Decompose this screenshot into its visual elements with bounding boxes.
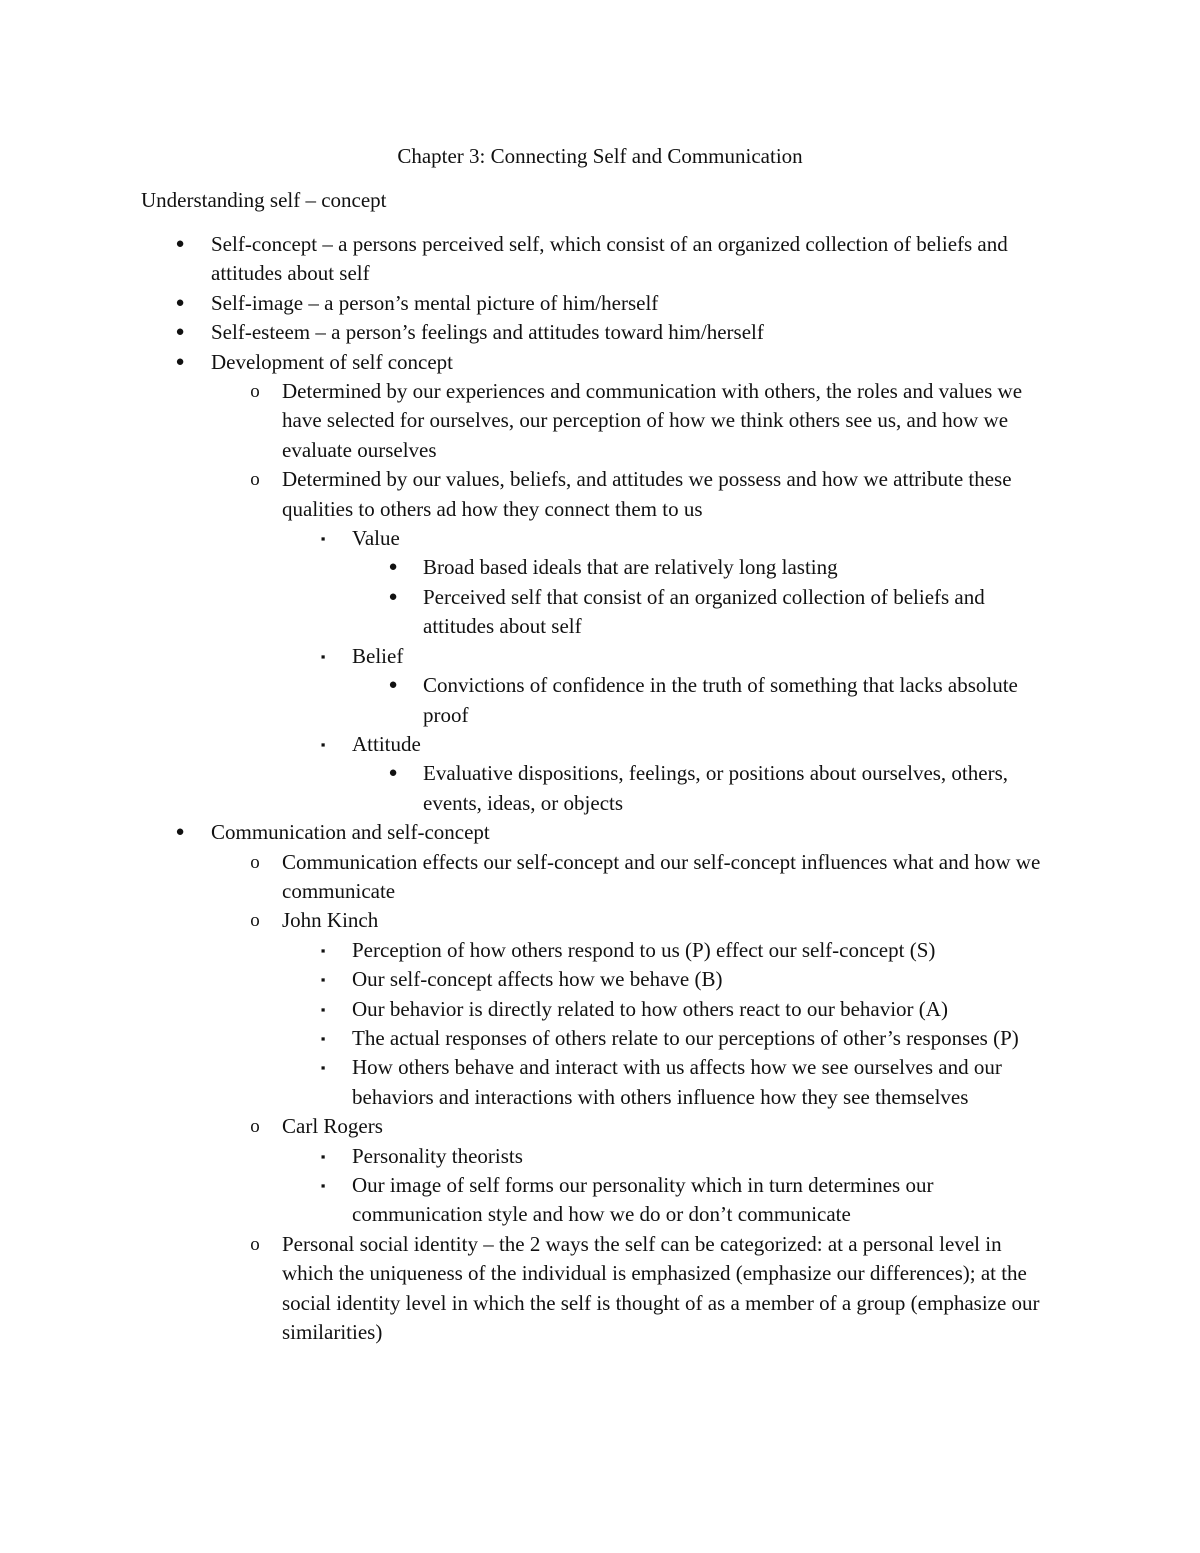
circle-bullet-icon: o — [250, 469, 260, 491]
list-item — [0, 1112, 1054, 1141]
list-item-text: Broad based ideals that are relatively long lasting — [423, 555, 838, 580]
list-item — [0, 1142, 1054, 1171]
bullet-icon: ● — [175, 236, 185, 252]
list-item — [0, 1053, 1054, 1112]
list-item — [0, 730, 1054, 759]
bullet-icon: ● — [388, 765, 398, 782]
bullet-icon: ● — [175, 324, 185, 341]
circle-bullet-icon: o — [250, 851, 260, 873]
list-item — [0, 583, 1056, 642]
list-item — [0, 759, 1056, 818]
list-item-text: Our image of self forms our personality which in turn determines our communication style and how we do or don’t communicate — [352, 1173, 934, 1227]
circle-bullet-icon: o — [250, 910, 260, 932]
list-item — [0, 318, 1011, 347]
list-item — [0, 553, 1056, 582]
circle-bullet-icon: o — [250, 1116, 260, 1138]
list-item-text: Perceived self that consist of an organized collection of beliefs and attitudes about self — [423, 584, 985, 639]
list-item-text: Determined by our values, beliefs, and attitudes we possess and how we attribute these qualities to others ad how they connect them to us — [282, 467, 1012, 521]
list-item-text: Development of self concept — [211, 349, 453, 374]
list-item — [0, 1024, 1054, 1053]
list-item-text: Determined by our experiences and communication with others, the roles and values we have selected for ourselves, our perception of how we think others see us, and how we evaluate ourselves — [282, 379, 1023, 462]
square-bullet-icon: ▪ — [320, 736, 326, 752]
list-item — [0, 965, 1054, 994]
list-item-text: How others behave and interact with us affects how we see ourselves and our behaviors and interactions with others influence how they see themselves — [352, 1055, 1002, 1109]
list-item — [0, 936, 1054, 965]
list-item — [0, 465, 1054, 524]
square-bullet-icon: ▪ — [320, 1178, 326, 1193]
circle-bullet-icon: o — [250, 1233, 260, 1255]
list-item-text: The actual responses of others relate to our perceptions of other’s responses (P) — [352, 1025, 1019, 1050]
list-item-text: Value — [352, 526, 400, 551]
square-bullet-icon: ▪ — [320, 648, 326, 664]
list-item — [0, 377, 1054, 465]
page-title: Chapter 3: Connecting Self and Communication — [397, 144, 803, 168]
list-item-text: Self-concept – a persons perceived self, which consist of an organized collection of beliefs and attitudes about self — [211, 232, 1008, 286]
list-item — [0, 642, 1054, 671]
list-item-text: Evaluative dispositions, feelings, or positions about ourselves, others, events, ideas, or objects — [423, 761, 1009, 815]
list-item-text: Belief — [352, 643, 404, 668]
list-item — [0, 348, 1011, 377]
list-item — [0, 906, 1054, 935]
list-item-text: John Kinch — [282, 908, 379, 933]
list-item-text: Convictions of confidence in the truth of something that lacks absolute proof — [423, 673, 1018, 727]
bullet-icon: ● — [175, 824, 185, 841]
list-item-text: Our self-concept affects how we behave (B) — [352, 967, 723, 992]
list-item — [0, 230, 1011, 289]
list-item-text: Personality theorists — [352, 1143, 523, 1168]
square-bullet-icon: ▪ — [320, 1001, 326, 1017]
square-bullet-icon: ▪ — [320, 1148, 326, 1164]
bullet-icon: ● — [388, 677, 398, 694]
bullet-icon: ● — [388, 588, 398, 605]
list-item-text: Self-image – a person’s mental picture of him/herself — [211, 290, 659, 315]
bullet-icon: ● — [175, 353, 185, 370]
square-bullet-icon: ▪ — [320, 1030, 326, 1046]
square-bullet-icon: ▪ — [320, 942, 326, 958]
square-bullet-icon: ▪ — [320, 531, 326, 547]
square-bullet-icon: ▪ — [320, 1060, 326, 1076]
list-item-text: Communication and self-concept — [211, 820, 490, 845]
list-item-text: Attitude — [352, 731, 421, 756]
list-item — [0, 671, 1056, 730]
list-item — [0, 524, 1054, 553]
bullet-icon: ● — [388, 559, 398, 576]
list-item-text: Self-esteem – a person’s feelings and attitudes toward him/herself — [211, 320, 764, 345]
outline-list — [0, 230, 1200, 1347]
list-item-text: Communication effects our self-concept and our self-concept influences what and how we communicate — [282, 849, 1041, 903]
list-item — [0, 1171, 1054, 1230]
list-item — [0, 1230, 1054, 1348]
section-heading: Understanding self – concept — [141, 188, 387, 212]
circle-bullet-icon: o — [250, 381, 260, 403]
list-item-text: Our behavior is directly related to how others react to our behavior (A) — [352, 996, 948, 1021]
list-item-text: Carl Rogers — [282, 1114, 383, 1139]
list-item — [0, 995, 1054, 1024]
list-item-text: Personal social identity – the 2 ways the self can be categorized: at a personal level in which the uniqueness of the individual is emphasized (emphasize our differences); at the social identity level in which the self is thought of as a member of a group (emphasize our similarities) — [282, 1231, 1040, 1345]
list-item — [0, 289, 1011, 318]
list-item-text: Perception of how others respond to us (P) effect our self-concept (S) — [352, 937, 936, 962]
bullet-icon: ● — [175, 294, 185, 311]
square-bullet-icon: ▪ — [320, 972, 326, 988]
list-item — [0, 848, 1054, 907]
list-item — [0, 818, 1011, 847]
